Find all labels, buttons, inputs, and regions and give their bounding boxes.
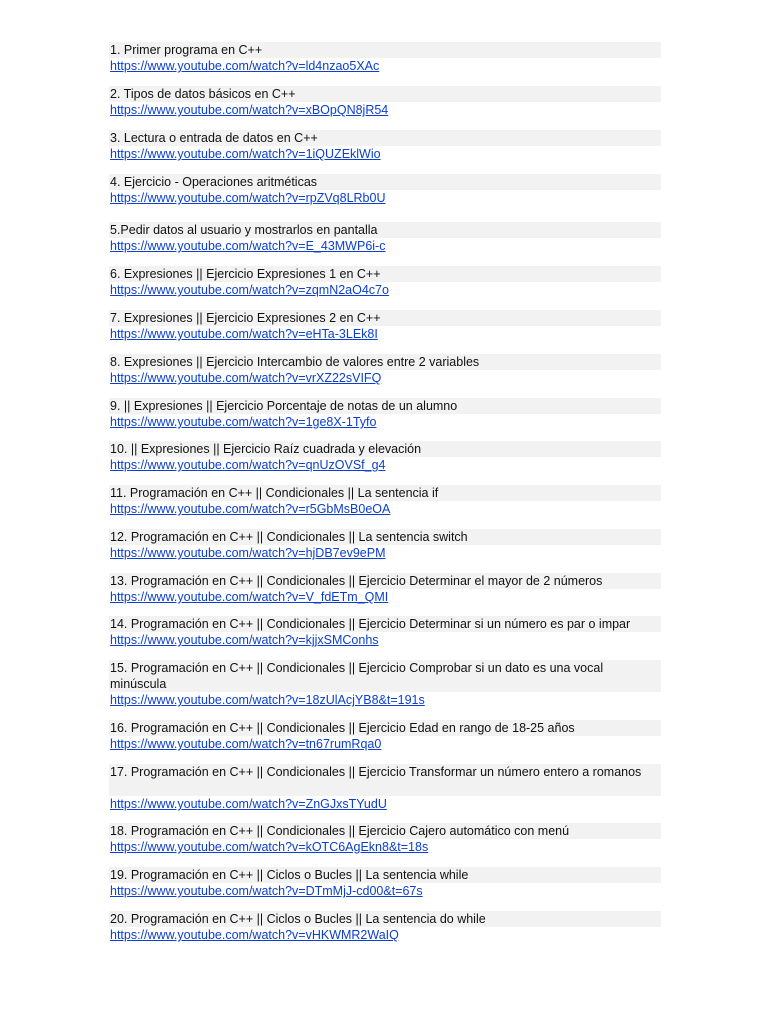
item-link[interactable]: https://www.youtube.com/watch?v=vHKWMR2WaIQ xyxy=(110,928,399,942)
item-title: 11. Programación en C++ || Condicionales || La sentencia if xyxy=(109,485,661,501)
item-title: 19. Programación en C++ || Ciclos o Bucles || La sentencia while xyxy=(109,867,661,883)
item-title: 18. Programación en C++ || Condicionales || Ejercicio Cajero automático con menú xyxy=(109,823,661,839)
item-link[interactable]: https://www.youtube.com/watch?v=ld4nzao5XAc xyxy=(110,59,380,73)
item-link[interactable]: https://www.youtube.com/watch?v=V_fdETm_QMI xyxy=(110,590,389,604)
list-item xyxy=(109,616,661,648)
item-title: 5.Pedir datos al usuario y mostrarlos en pantalla xyxy=(109,222,661,238)
item-title: 2. Tipos de datos básicos en C++ xyxy=(109,86,661,102)
item-title: 20. Programación en C++ || Ciclos o Bucles || La sentencia do while xyxy=(109,911,661,927)
item-link[interactable]: https://www.youtube.com/watch?v=kjjxSMConhs xyxy=(110,633,379,647)
list-item xyxy=(109,911,661,943)
list-item xyxy=(109,441,661,473)
item-title: 4. Ejercicio - Operaciones aritméticas xyxy=(109,174,661,190)
item-link[interactable]: https://www.youtube.com/watch?v=zqmN2aO4c7o xyxy=(110,283,389,297)
list-item xyxy=(109,764,661,812)
item-title: 1. Primer programa en C++ xyxy=(109,42,661,58)
list-item xyxy=(109,398,661,430)
item-link[interactable]: https://www.youtube.com/watch?v=r5GbMsB0eOA xyxy=(110,502,391,516)
item-link[interactable]: https://www.youtube.com/watch?v=ZnGJxsTYudU xyxy=(110,797,387,811)
item-link[interactable]: https://www.youtube.com/watch?v=E_43MWP6i-c xyxy=(110,239,386,253)
list-item xyxy=(109,174,661,206)
item-link[interactable]: https://www.youtube.com/watch?v=1ge8X-1Tyfo xyxy=(110,415,377,429)
list-item xyxy=(109,42,661,74)
item-title: 12. Programación en C++ || Condicionales || La sentencia switch xyxy=(109,529,661,545)
item-link[interactable]: https://www.youtube.com/watch?v=hjDB7ev9ePM xyxy=(110,546,386,560)
item-title: 3. Lectura o entrada de datos en C++ xyxy=(109,130,661,146)
item-title: 17. Programación en C++ || Condicionales || Ejercicio Transformar un número entero a romanos xyxy=(109,764,661,796)
item-title: 9. || Expresiones || Ejercicio Porcentaje de notas de un alumno xyxy=(109,398,661,414)
list-item xyxy=(109,660,661,708)
list-item xyxy=(109,130,661,162)
item-title: 6. Expresiones || Ejercicio Expresiones 1 en C++ xyxy=(109,266,661,282)
item-title: 13. Programación en C++ || Condicionales || Ejercicio Determinar el mayor de 2 números xyxy=(109,573,661,589)
item-title: 15. Programación en C++ || Condicionales || Ejercicio Comprobar si un dato es una vocal minúscula xyxy=(109,660,661,692)
item-title: 8. Expresiones || Ejercicio Intercambio de valores entre 2 variables xyxy=(109,354,661,370)
list-item xyxy=(109,266,661,298)
list-item xyxy=(109,86,661,118)
item-link[interactable]: https://www.youtube.com/watch?v=1iQUZEklWio xyxy=(110,147,381,161)
list-item xyxy=(109,485,661,517)
item-link[interactable]: https://www.youtube.com/watch?v=18zUlAcjYB8&t=191s xyxy=(110,693,425,707)
item-link[interactable]: https://www.youtube.com/watch?v=tn67rumRqa0 xyxy=(110,737,382,751)
item-link[interactable]: https://www.youtube.com/watch?v=xBOpQN8jR54 xyxy=(110,103,389,117)
item-title: 7. Expresiones || Ejercicio Expresiones 2 en C++ xyxy=(109,310,661,326)
item-link[interactable]: https://www.youtube.com/watch?v=rpZVq8LRb0U xyxy=(110,191,386,205)
list-item xyxy=(109,354,661,386)
item-title: 16. Programación en C++ || Condicionales || Ejercicio Edad en rango de 18-25 años xyxy=(109,720,661,736)
item-link[interactable]: https://www.youtube.com/watch?v=DTmMjJ-cd00&t=67s xyxy=(110,884,423,898)
list-item xyxy=(109,222,661,254)
list-item xyxy=(109,867,661,899)
item-link[interactable]: https://www.youtube.com/watch?v=eHTa-3LEk8I xyxy=(110,327,378,341)
item-link[interactable]: https://www.youtube.com/watch?v=qnUzOVSf_g4 xyxy=(110,458,386,472)
list-item xyxy=(109,529,661,561)
item-link[interactable]: https://www.youtube.com/watch?v=vrXZ22sVIFQ xyxy=(110,371,382,385)
list-item xyxy=(109,823,661,855)
item-link[interactable]: https://www.youtube.com/watch?v=kOTC6AgEkn8&t=18s xyxy=(110,840,429,854)
list-item xyxy=(109,720,661,752)
list-item xyxy=(109,310,661,342)
item-title: 10. || Expresiones || Ejercicio Raíz cuadrada y elevación xyxy=(109,441,661,457)
item-title: 14. Programación en C++ || Condicionales || Ejercicio Determinar si un número es par o impar xyxy=(109,616,661,632)
list-item xyxy=(109,573,661,605)
